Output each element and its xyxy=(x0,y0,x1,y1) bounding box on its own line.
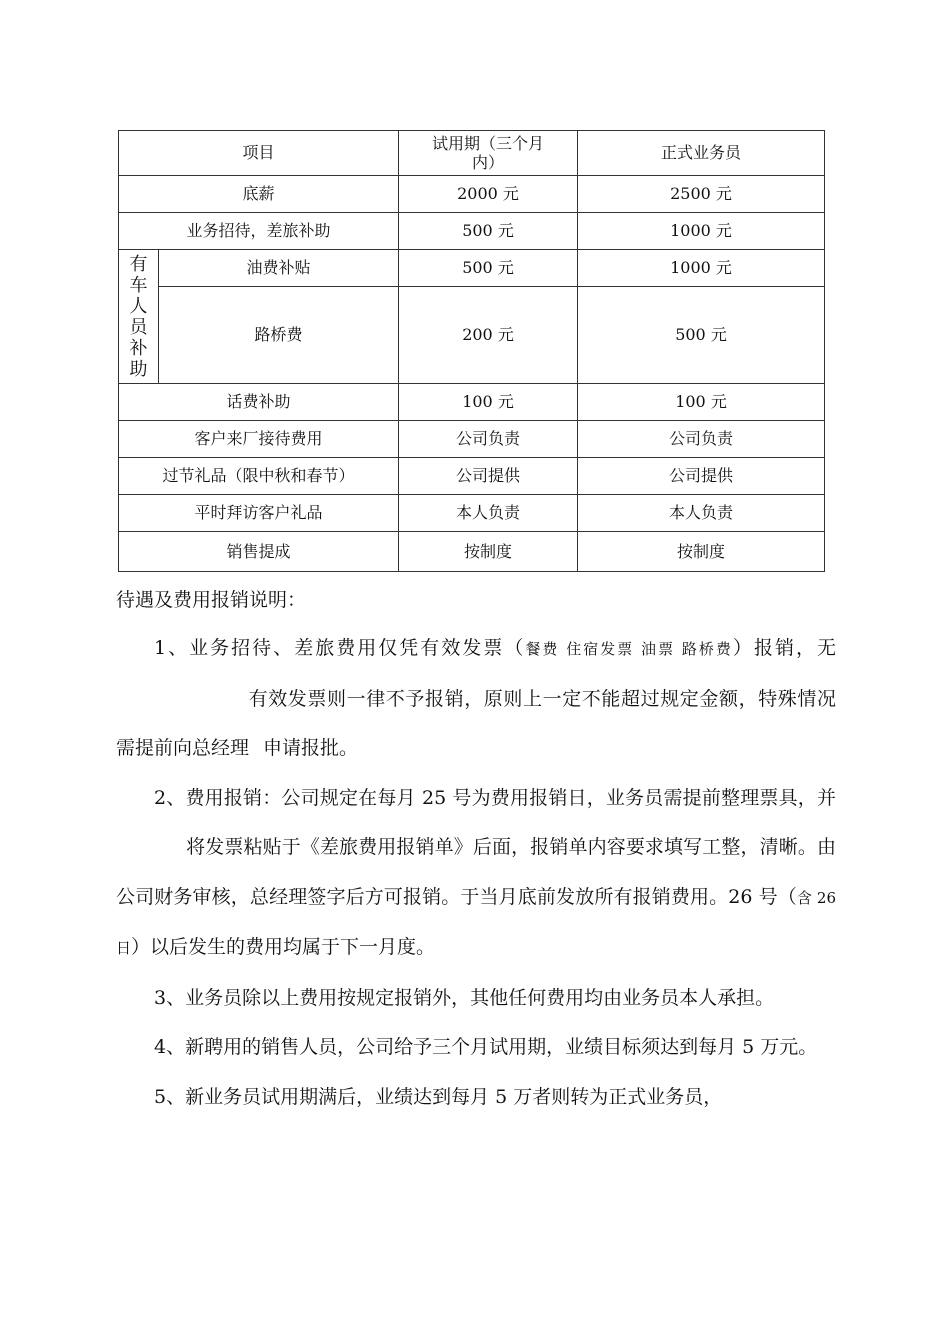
table-row xyxy=(119,384,825,421)
table-header-row xyxy=(119,131,825,176)
row-trial: 100 元 xyxy=(399,384,578,421)
row-formal: 本人负责 xyxy=(578,495,825,532)
row-trial: 按制度 xyxy=(399,532,578,572)
table-row xyxy=(119,532,825,572)
notes-body xyxy=(116,624,836,1122)
row-formal: 1000 元 xyxy=(578,250,825,287)
table-row xyxy=(119,287,825,384)
table-row xyxy=(119,213,825,250)
row-formal: 按制度 xyxy=(578,532,825,572)
row-trial: 500 元 xyxy=(399,250,578,287)
row-formal: 100 元 xyxy=(578,384,825,421)
row-label: 底薪 xyxy=(119,176,399,213)
table-row xyxy=(119,495,825,532)
row-label: 平时拜访客户礼品 xyxy=(119,495,399,532)
header-formal: 正式业务员 xyxy=(578,131,825,176)
row-trial: 2000 元 xyxy=(399,176,578,213)
row-label: 路桥费 xyxy=(159,287,399,384)
row-trial: 公司提供 xyxy=(399,458,578,495)
row-formal: 2500 元 xyxy=(578,176,825,213)
row-formal: 500 元 xyxy=(578,287,825,384)
row-trial: 200 元 xyxy=(399,287,578,384)
note-paragraph-5: 5、新业务员试用期满后，业绩达到每月 5 万者则转为正式业务员， xyxy=(154,1085,723,1108)
notes-heading: 待遇及费用报销说明： xyxy=(116,589,307,611)
row-label: 客户来厂接待费用 xyxy=(119,421,399,458)
header-trial: 试用期（三个月内） xyxy=(399,131,578,176)
note-paragraph-2: 2、费用报销：公司规定在每月 25 号为费用报销日，业务员需提前整理票具，并将发票粘贴于《差旅费用报销单》后面，报销单内容要求填写工整，清晰。由公司财务审核，总经理签字后方可报销。于当月底前发放所有报销费用。26 号（含 26 日）以后发生的费用均属于下一月度。 xyxy=(116,786,836,958)
row-label: 油费补贴 xyxy=(159,250,399,287)
row-trial: 本人负责 xyxy=(399,495,578,532)
table-row xyxy=(119,458,825,495)
table-row xyxy=(119,250,825,287)
row-formal: 公司提供 xyxy=(578,458,825,495)
row-label: 销售提成 xyxy=(119,532,399,572)
row-formal: 公司负责 xyxy=(578,421,825,458)
row-label: 业务招待，差旅补助 xyxy=(119,213,399,250)
row-formal: 1000 元 xyxy=(578,213,825,250)
header-item: 项目 xyxy=(119,131,399,176)
row-trial: 公司负责 xyxy=(399,421,578,458)
note-paragraph-4: 4、新聘用的销售人员，公司给予三个月试用期，业绩目标须达到每月 5 万元。 xyxy=(154,1036,818,1058)
car-group-label: 有车人员补助 xyxy=(119,250,159,384)
row-trial: 500 元 xyxy=(399,213,578,250)
note-paragraph-1: 1、业务招待、差旅费用仅凭有效发票（餐费 住宿发票 油票 路桥费）报销，无有效发票则一律不予报销，原则上一定不能超过规定金额，特殊情况需提前向总经理 申请报批。 xyxy=(116,637,836,759)
note-paragraph-3: 3、业务员除以上费用按规定报销外，其他任何费用均由业务员本人承担。 xyxy=(154,986,775,1009)
fee-table xyxy=(118,130,825,572)
table-row xyxy=(119,176,825,213)
row-label: 过节礼品（限中秋和春节） xyxy=(119,458,399,495)
row-label: 话费补助 xyxy=(119,384,399,421)
table-row xyxy=(119,421,825,458)
